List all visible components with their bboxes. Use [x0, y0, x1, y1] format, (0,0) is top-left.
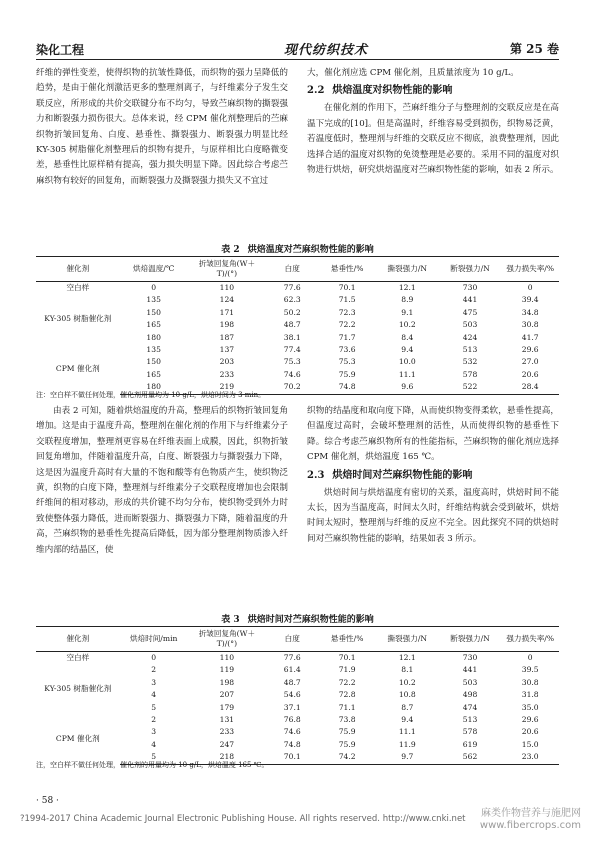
table-cell: 39.4 [521, 295, 539, 305]
table-cell: 503 [462, 677, 478, 687]
table-cell: 619 [462, 739, 478, 749]
table-cell: 62.3 [283, 295, 301, 305]
table-cell: 198 [219, 320, 235, 330]
table-row [36, 652, 559, 665]
volume-number: 第 25 卷 [509, 42, 559, 56]
table-cell: 474 [462, 702, 478, 712]
copyright-notice: ?1994-2017 China Academic Journal Electronic Publishing House. All rights reserved. http://www.cnki.net [20, 814, 466, 824]
column-header: 撕裂强力/N [376, 627, 439, 652]
table-cell: 165 [146, 320, 161, 330]
table-cell: 39.5 [521, 665, 539, 675]
table-cell: 15.0 [521, 739, 539, 749]
table-cell: 70.1 [338, 653, 356, 662]
table-cell: 110 [219, 653, 235, 662]
table-cell: 75.3 [283, 357, 301, 367]
table-cell: 12.1 [398, 283, 416, 292]
table-cell: 34.8 [521, 307, 539, 317]
section-heading-2-3 [307, 468, 559, 484]
column-header: 折皱回复角(W＋T)/(°) [188, 627, 266, 652]
table-3-note: 注，空白样不做任何处理，催化剂的用量均为 10 g/L，烘焙温度 165 ℃。 [36, 761, 269, 769]
table-cell: 578 [462, 369, 478, 379]
table-cell: 48.7 [283, 320, 301, 330]
table-cell: 522 [439, 381, 502, 394]
table-cell: 730 [462, 653, 478, 662]
table-cell: 72.2 [338, 677, 356, 687]
magazine-title: 现代纺织技术 [284, 43, 369, 58]
table-number: 表 2 [221, 245, 240, 255]
table-cell: 424 [462, 332, 478, 342]
table-cell: 70.1 [338, 283, 356, 292]
paragraph-catalyst-choice: 大，催化剂应选 CPM 催化剂，且质量浓度为 10 g/L。 [307, 68, 519, 78]
column-header: 断裂强力/N [439, 627, 502, 652]
table-cell: 503 [462, 320, 478, 330]
top-right-column [307, 66, 559, 189]
table-cell: 150 [146, 357, 161, 367]
table-cell: 20.6 [521, 369, 539, 379]
catalyst-group-label: KY-305 树脂催化剂 [44, 684, 112, 694]
table-cell: 74.6 [283, 727, 301, 737]
table-cell: 75.9 [338, 727, 356, 737]
table-cell: 71.7 [338, 332, 356, 342]
top-left-column [36, 66, 288, 189]
table-cell: 41.7 [521, 332, 539, 342]
table-cell: 10.2 [398, 677, 416, 687]
table-cell: 71.9 [338, 665, 356, 675]
table-cell: 10.0 [398, 357, 416, 367]
column-header: 烘焙温度/℃ [120, 257, 188, 282]
table-row [36, 282, 559, 295]
table-cell: 23.0 [501, 751, 559, 764]
table-cell: 150 [146, 307, 161, 317]
table-2 [36, 256, 559, 395]
section-heading-2-2 [307, 83, 559, 99]
table-cell: 30.8 [521, 320, 539, 330]
table-cell: 218 [188, 751, 266, 764]
table-cell: 247 [219, 739, 235, 749]
table-number: 表 3 [221, 615, 240, 625]
catalyst-group-label: CPM 催化剂 [55, 363, 100, 373]
table-cell: 77.4 [283, 345, 301, 355]
table-cell: 3 [151, 677, 157, 687]
table-cell: 219 [188, 381, 266, 394]
table-cell: 74.6 [283, 369, 301, 379]
catalyst-group-label: CPM 催化剂 [55, 733, 100, 743]
column-header: 催化剂 [36, 627, 120, 652]
section-number: 2.3 [307, 469, 325, 481]
table-cell: 137 [219, 345, 235, 355]
table-cell: 10.8 [398, 690, 416, 700]
table-cell: 135 [146, 345, 161, 355]
table-cell: 11.9 [398, 739, 416, 749]
table-3 [36, 626, 559, 765]
table-cell: 48.7 [283, 677, 301, 687]
column-header: 断裂强力/N [439, 257, 502, 282]
table-cell: 75.9 [338, 369, 356, 379]
table-cell: 11.1 [398, 727, 416, 737]
table-cell: 72.2 [338, 320, 356, 330]
table-cell: 74.8 [318, 381, 376, 394]
table-cell: 562 [439, 751, 502, 764]
table-cell: 0 [527, 653, 533, 662]
paragraph-temperature-analysis: 由表 2 可知，随着烘焙温度的升高，整理后的织物折皱回复角增加。这是由于温度升高，整理剂在催化剂的作用下与纤维素分子交联程度增加，整理剂更容易在纤维表面上成膜，因此，织物折皱回复角增加，伴随着温度升高，白度、断裂强力与撕裂强力下降，这是因为温度升高时有大量的不饱和酸等有色物质产生，使织物泛黄，织物的白度下降，整理剂与纤维素分子交联程度增加也会限制纤维间的相对移动，形成的共价键不均匀分布，使织物受到外力时致使整体强力降低，进而断裂强力、撕裂强力下降，随着温度的升高，苎麻织物的悬垂性先提高后降低，因为部分整理剂物质渗入纤维内部的结晶区，使 [36, 406, 288, 555]
table-cell: 70.2 [266, 381, 318, 394]
table-cell: 77.6 [283, 653, 301, 662]
table-cell: 72.3 [338, 307, 356, 317]
middle-text-block [36, 404, 559, 558]
column-header: 悬垂性/% [318, 257, 376, 282]
table-cell: 5 [120, 751, 188, 764]
table-cell: 27.0 [521, 357, 539, 367]
table-cell: 207 [219, 690, 235, 700]
table-cell: 578 [462, 727, 478, 737]
table-cell: 74.8 [283, 739, 301, 749]
table-cell: 72.8 [338, 690, 356, 700]
table-cell: 203 [219, 357, 235, 367]
table-cell: 31.8 [521, 690, 539, 700]
column-header: 折皱回复角(W＋T)/(°) [188, 257, 266, 282]
column-header: 强力损失率/% [501, 257, 559, 282]
table-cell: 0 [151, 283, 157, 292]
section-title: 烘焙时间对苎麻织物性能的影响 [332, 469, 473, 481]
paragraph-catalyst-conclusion: 纤维的弹性变差，使得织物的抗皱性降低，而织物的强力呈降低的趋势，是由于催化剂激活更多的整理剂离子，与纤维素分子发生交联反应，所形成的共价交联键分布不均匀，导致苎麻织物的撕裂强力和断裂强力损伤很大。总体来说，经 CPM 催化剂整理后的苎麻织物折皱回复角、白度、悬垂性、撕裂强力、断裂强力明显比经 KY-305 树脂催化剂整理后的织物有提升，与原样相比白度略微变差，悬垂性比原样稍有提高，强力损失明显下降。因此综合考虑苎麻织物有较好的回复角，而断裂强力及撕裂强力损失又不宜过 [36, 68, 288, 186]
table-cell: 71.1 [338, 702, 356, 712]
table-title: 烘焙温度对苎麻织物性能的影响 [247, 245, 374, 255]
table-cell: 70.1 [266, 751, 318, 764]
table-cell: 513 [462, 345, 478, 355]
table-cell: 54.6 [283, 690, 301, 700]
table-row [36, 294, 559, 306]
column-header: 催化剂 [36, 257, 120, 282]
table-cell: 73.6 [338, 345, 356, 355]
middle-left-column [36, 404, 288, 558]
table-cell: 76.8 [283, 715, 301, 725]
section-title: 烘焙温度对织物性能的影响 [332, 85, 453, 97]
table-cell: 38.1 [283, 332, 301, 342]
column-header: 撕裂强力/N [376, 257, 439, 282]
table-cell: 61.4 [283, 665, 301, 675]
table-cell: 28.4 [501, 381, 559, 394]
table-cell: 30.8 [521, 677, 539, 687]
table-cell: 532 [462, 357, 478, 367]
catalyst-group-label: 空白样 [66, 283, 90, 292]
table-cell: 0 [527, 283, 533, 292]
paragraph-temperature-conclusion: 织物的结晶度和取向度下降，从而使织物变得柔软，悬垂性提高，但温度过高时，会破坏整理剂的活性，从而使得织物的悬垂性下降。综合考虑苎麻织物所有的性能指标，苎麻织物的催化剂应选择 CPM 催化剂，烘焙温度 165 ℃。 [307, 406, 559, 463]
table-cell: 5 [151, 702, 157, 712]
table-cell: 180 [120, 381, 188, 394]
table-title: 烘焙时间对苎麻织物性能的影响 [247, 615, 374, 625]
table-cell: 8.7 [401, 702, 414, 712]
table-3-caption [36, 612, 559, 625]
table-cell: 441 [462, 665, 478, 675]
table-cell: 9.4 [401, 345, 414, 355]
table-cell: 8.1 [401, 665, 414, 675]
column-header: 白度 [266, 257, 318, 282]
table-cell: 4 [151, 690, 157, 700]
table-cell: 180 [146, 332, 161, 342]
table-cell: 9.6 [376, 381, 439, 394]
table-header-row [36, 257, 559, 282]
catalyst-group-label: 空白样 [66, 653, 90, 662]
table-cell: 2 [151, 715, 157, 725]
table-cell: 233 [219, 727, 235, 737]
table-row [36, 714, 559, 726]
table-cell: 20.6 [521, 727, 539, 737]
column-header: 悬垂性/% [318, 627, 376, 652]
table-cell: 187 [219, 332, 235, 342]
table-cell: 233 [219, 369, 235, 379]
table-cell: 475 [462, 307, 478, 317]
table-row [36, 344, 559, 356]
table-cell: 37.1 [283, 702, 301, 712]
table-cell: 35.0 [521, 702, 539, 712]
column-header: 强力损失率/% [501, 627, 559, 652]
table-cell: 110 [219, 283, 235, 292]
catalyst-group-label: KY-305 树脂催化剂 [44, 314, 112, 324]
table-cell: 179 [219, 702, 235, 712]
table-cell: 50.2 [283, 307, 301, 317]
table-cell: 135 [146, 295, 161, 305]
table-cell: 9.7 [376, 751, 439, 764]
table-cell: 75.3 [338, 357, 356, 367]
table-cell: 12.1 [398, 653, 416, 662]
table-cell: 165 [146, 369, 161, 379]
paragraph-baking-time-intro: 烘焙时间与烘焙温度有密切的关系，温度高时，烘焙时间不能太长，因为当温度高，时间太久时，纤维结构就会受到破坏，烘焙时间太短时，整理剂与纤维的反应不完全。因此探究不同的烘焙时间对苎麻织物性能的影响，结果如表 3 所示。 [307, 487, 559, 544]
page-number: · 58 · [36, 796, 59, 806]
table-cell: 8.4 [401, 332, 414, 342]
table-cell: 9.1 [401, 307, 414, 317]
table-cell: 74.2 [318, 751, 376, 764]
column-header: 白度 [266, 627, 318, 652]
column-header: 烘焙时间/min [120, 627, 188, 652]
paragraph-baking-temperature-intro: 在催化剂的作用下，苎麻纤维分子与整理剂的交联反应是在高温下完成的[10]。但是高温时，纤维容易受到损伤，织物易泛黄，若温度低时，整理剂与纤维的交联反应不彻底，浪费整理剂，因此选择合适的温度对织物的免烫整理是必要的。采用不同的温度对织物进行烘焙，研究烘焙温度对苎麻织物性能的影响，如表 2 所示。 [307, 103, 559, 176]
table-row [36, 664, 559, 676]
watermark-line-1: 麻类作物营养与施肥网 [481, 808, 581, 819]
table-cell: 131 [219, 715, 235, 725]
watermark-line-2: www.fibercrops.com [479, 820, 581, 831]
table-cell: 29.6 [521, 715, 539, 725]
table-cell: 513 [462, 715, 478, 725]
middle-right-column [307, 404, 559, 558]
table-2-note: 注：空白样不做任何处理，催化剂用量均为 10 g/L，烘焙时间为 3 min。 [36, 391, 266, 399]
table-cell: 0 [151, 653, 157, 662]
table-cell: 124 [219, 295, 235, 305]
table-cell: 10.2 [398, 320, 416, 330]
table-cell: 441 [462, 295, 478, 305]
section-number: 2.2 [307, 85, 325, 97]
table-cell: 75.9 [338, 739, 356, 749]
table-cell: 8.9 [401, 295, 414, 305]
running-header [36, 38, 559, 60]
table-cell: 171 [219, 307, 235, 317]
table-2-caption [36, 242, 559, 255]
table-cell: 9.4 [401, 715, 414, 725]
table-cell: 4 [151, 739, 157, 749]
table-cell: 73.8 [338, 715, 356, 725]
table-cell: 77.6 [283, 283, 301, 292]
table-cell: 11.1 [398, 369, 416, 379]
top-text-block [36, 66, 559, 189]
table-cell: 3 [151, 727, 157, 737]
journal-section-name: 染化工程 [36, 43, 85, 57]
table-cell: 29.6 [521, 345, 539, 355]
table-cell: 2 [151, 665, 157, 675]
table-cell: 498 [462, 690, 478, 700]
table-header-row [36, 627, 559, 652]
table-cell: 71.5 [338, 295, 356, 305]
table-cell: 730 [462, 283, 478, 292]
table-cell: 198 [219, 677, 235, 687]
site-watermark [480, 808, 581, 832]
table-cell: 119 [219, 665, 235, 675]
